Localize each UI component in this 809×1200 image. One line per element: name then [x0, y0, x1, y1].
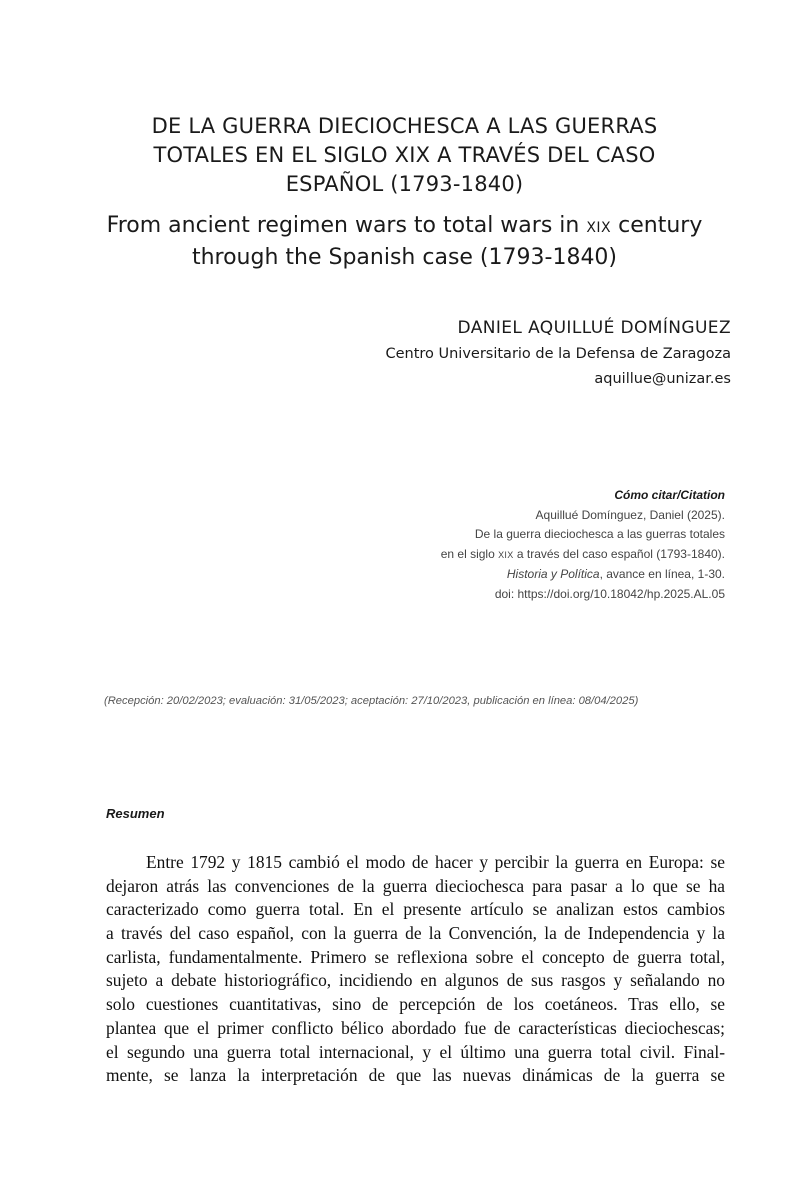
- citation-line: [441, 565, 725, 585]
- abstract-line: a través del caso español, con la guerra de la Convención, la de Independencia y la: [106, 923, 725, 944]
- abstract-line: dejaron atrás las convenciones de la guerra dieciochesca para pasar a lo que se ha: [106, 875, 725, 896]
- citation-line: De la guerra dieciochesca a las guerras totales: [474, 527, 725, 541]
- abstract-line: Entre 1792 y 1815 cambió el modo de hacer y percibir la guerra en Europa: se: [146, 852, 725, 872]
- abstract-line: carlista, fundamentalmente. Primero se reflexiona sobre el concepto de guerra total,: [106, 946, 725, 967]
- abstract-line: caracterizado como guerra total. En el presente artículo se analizan estos cambios: [106, 899, 725, 920]
- title-spanish-line: DE LA GUERRA DIECIOCHESCA A LAS GUERRAS: [151, 114, 658, 138]
- abstract-line: el segundo una guerra total internacional, y el último una guerra total civil. Final-: [106, 1041, 725, 1062]
- citation-century: XIX: [498, 549, 514, 560]
- abstract-line: solo cuestiones cuantitativas, sino de percepción de los coetáneos. Tras ello, se: [106, 994, 725, 1015]
- title-english-line: [100, 211, 709, 243]
- author-name: DANIEL AQUILLUÉ DOMÍNGUEZ: [457, 318, 731, 338]
- title-english-text: From ancient regimen wars to total wars in: [106, 213, 587, 238]
- title-english-century: XIX: [586, 220, 612, 236]
- abstract-body: [106, 851, 725, 1088]
- citation-text: , avance en línea, 1-30.: [599, 567, 725, 581]
- abstract-line: plantea que el primer conflicto bélico abordado fue de características dieciochescas;: [106, 1017, 725, 1038]
- title-english: [100, 211, 709, 272]
- citation-line: [441, 545, 725, 566]
- citation-block: [441, 486, 725, 604]
- publication-dates: (Recepción: 20/02/2023; evaluación: 31/05/2023; aceptación: 27/10/2023, publicación en línea: 08/04/2025): [104, 695, 639, 707]
- citation-heading: Cómo citar/Citation: [614, 488, 725, 502]
- citation-text: en el siglo: [440, 546, 499, 561]
- title-spanish-line: ESPAÑOL (1793-1840): [285, 172, 524, 196]
- title-spanish: [120, 112, 689, 199]
- abstract-line: sujeto a debate historiográfico, incidiendo en algunos de sus rasgos y señalando no: [106, 970, 725, 991]
- title-spanish-line: TOTALES EN EL SIGLO XIX A TRAVÉS DEL CASO: [153, 143, 656, 167]
- title-english-text: century: [611, 213, 703, 238]
- author-email[interactable]: aquillue@unizar.es: [594, 371, 731, 387]
- citation-line: Aquillué Domínguez, Daniel (2025).: [535, 507, 725, 522]
- citation-text: a través del caso español (1793-1840).: [513, 546, 725, 561]
- citation-journal: Historia y Política: [506, 567, 600, 581]
- citation-doi[interactable]: doi: https://doi.org/10.18042/hp.2025.AL.05: [494, 586, 725, 601]
- author-affiliation: Centro Universitario de la Defensa de Zaragoza: [385, 346, 731, 362]
- title-english-line: through the Spanish case (1793-1840): [191, 245, 618, 270]
- abstract-line: mente, se lanza la interpretación de que las nuevas dinámicas de la guerra se: [106, 1065, 725, 1086]
- abstract-heading: Resumen: [106, 806, 165, 821]
